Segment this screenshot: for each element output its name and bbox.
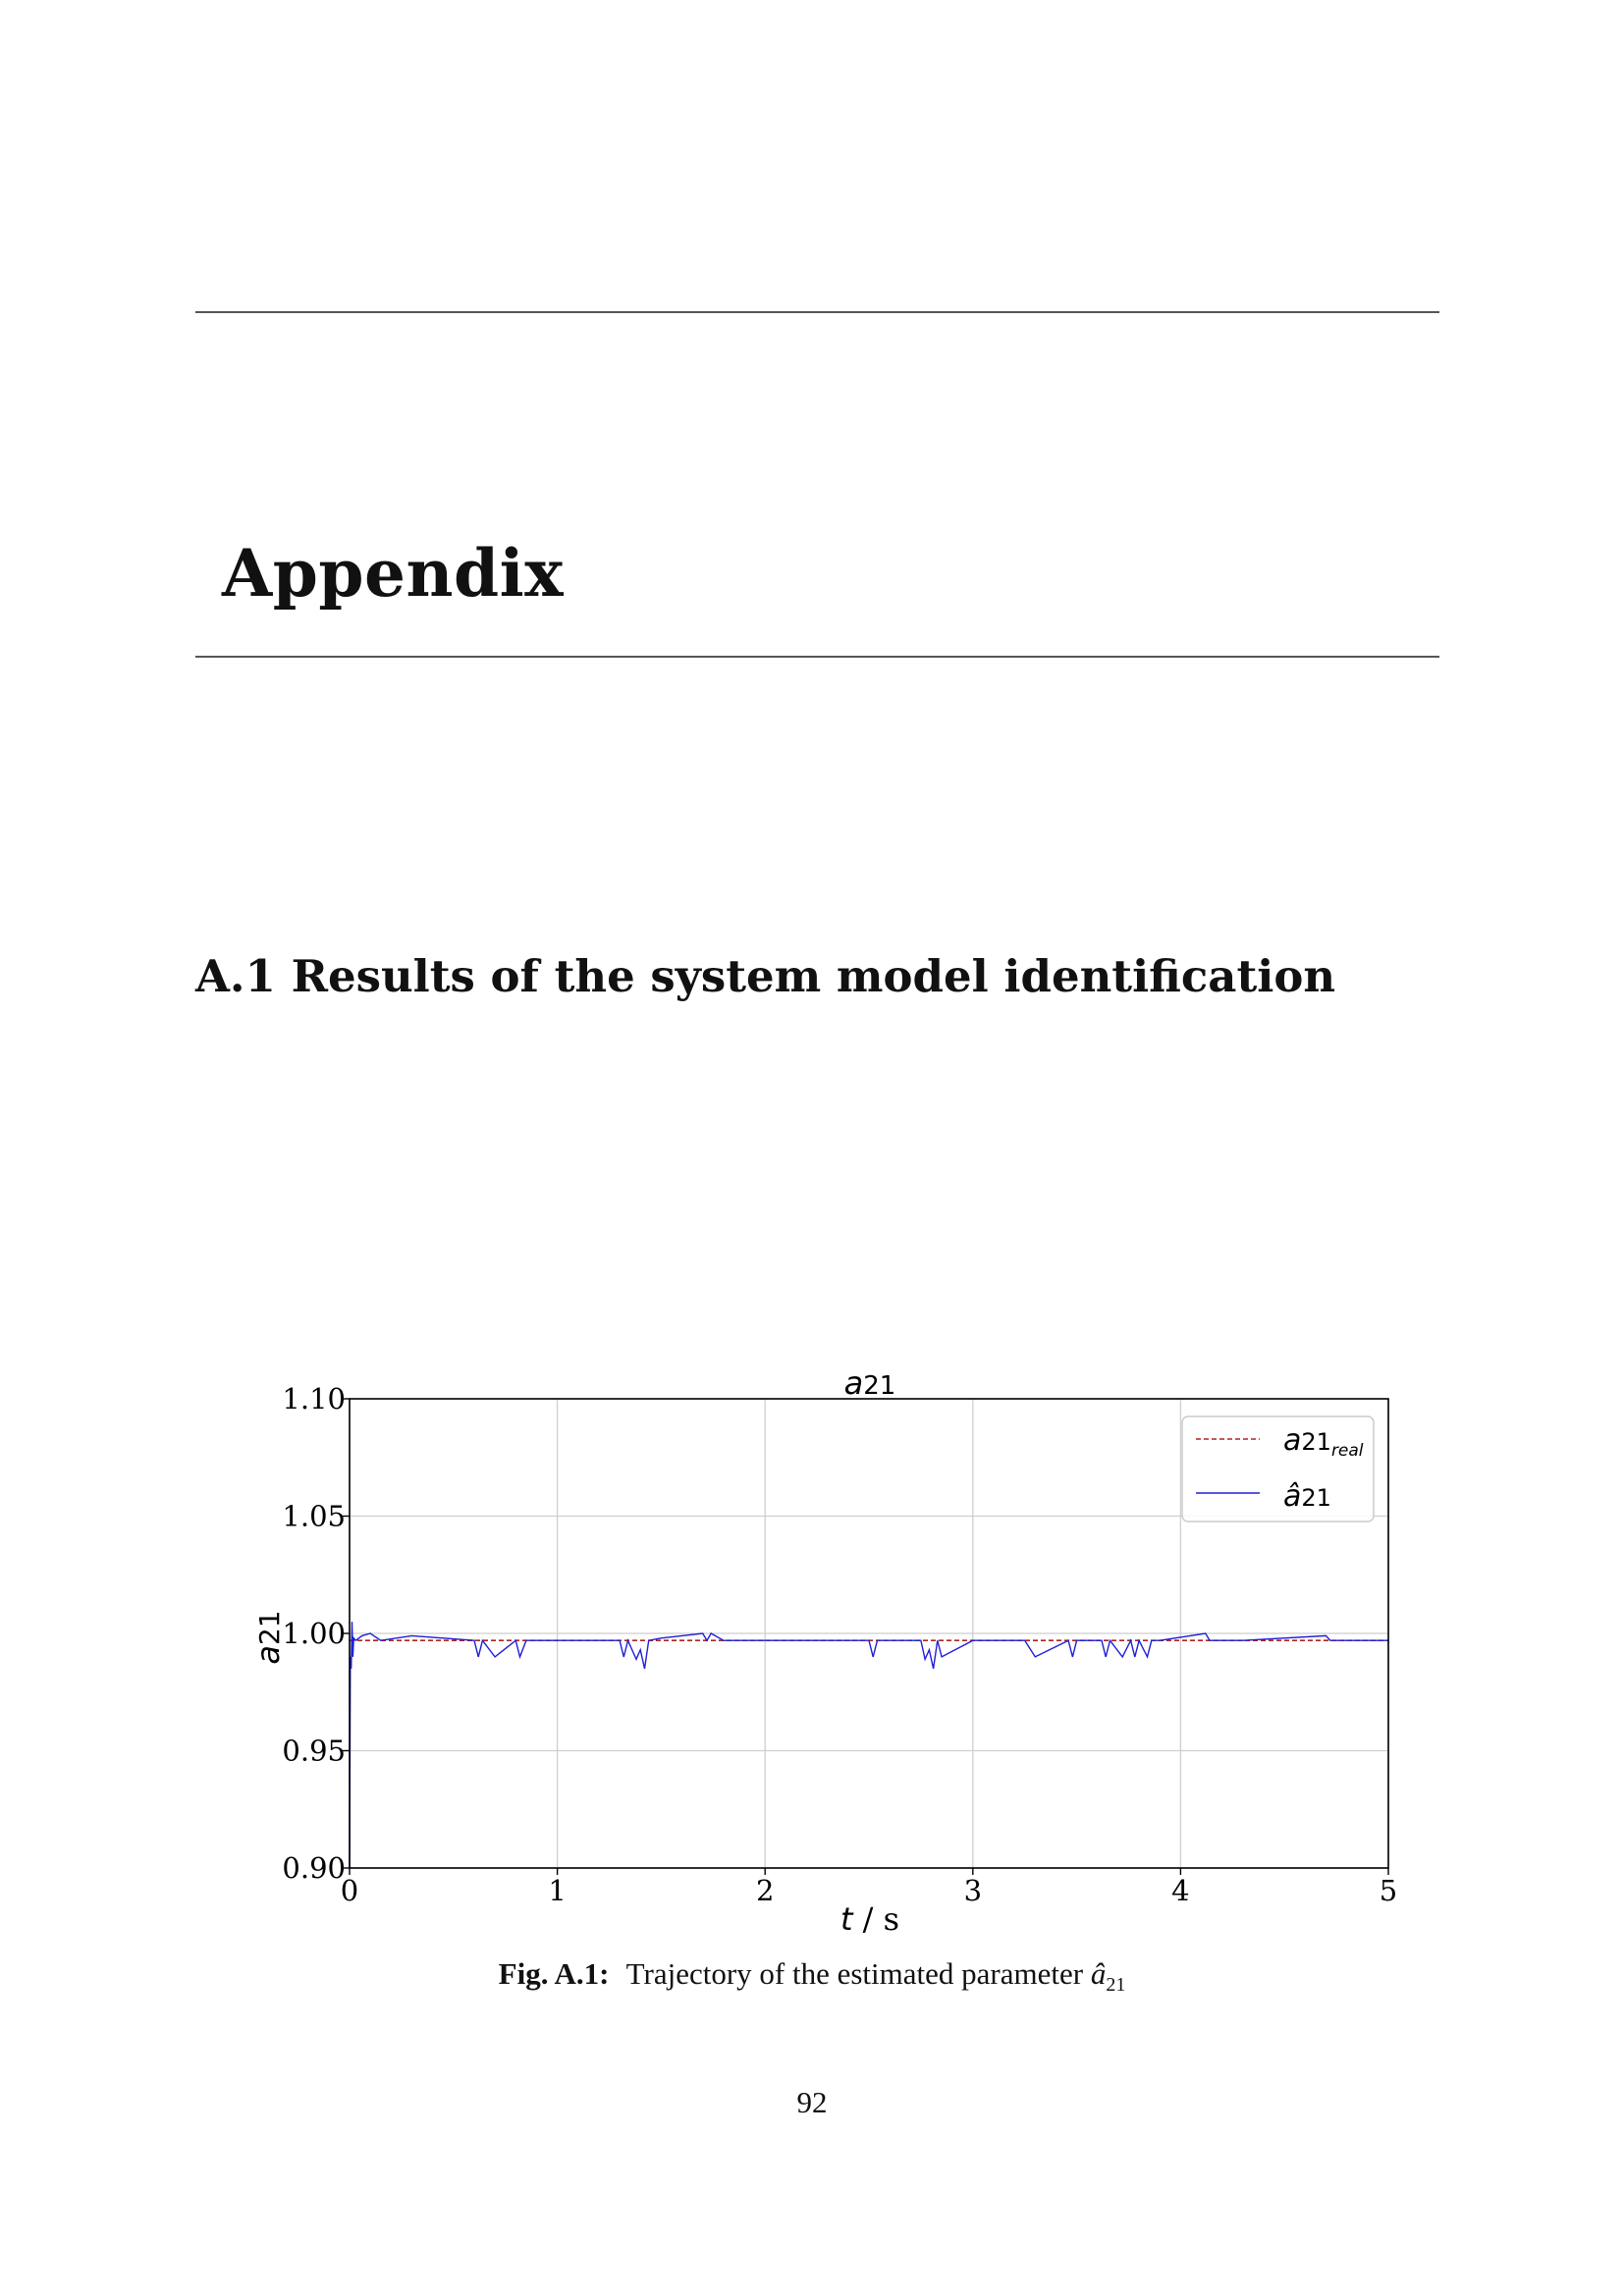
figure-caption [0,1956,1624,1997]
caption-symbol: â [1090,1956,1107,1991]
chapter-title: Appendix [222,535,565,612]
x-tick-label: 3 [963,1874,983,1907]
page-number: 92 [796,2085,828,2119]
series-estimate-line [350,1622,1388,1868]
y-tick-label: 0.95 [282,1734,346,1768]
y-tick-label: 1.00 [282,1617,346,1650]
chart-series [350,1622,1388,1868]
legend-box [1182,1416,1374,1522]
y-tick-label: 1.10 [282,1382,346,1415]
section-title: Results of the system model identification [291,950,1336,1002]
legend-real-label: $a21_{real}$ [1283,1423,1364,1461]
section-number: A.1 [195,950,276,1002]
y-tick-label: 1.05 [282,1499,346,1533]
x-tick-label: 5 [1379,1874,1398,1907]
x-tick-label: 0 [340,1874,359,1907]
caption-text: Trajectory of the estimated parameter [625,1956,1084,1991]
y-axis-label: a21 [249,1610,287,1665]
x-axis-label: t / s [839,1900,900,1938]
figure-label: Fig. A.1: [498,1956,610,1991]
x-tick-label: 2 [755,1874,775,1907]
legend-estimate-label: â21 [1283,1479,1331,1514]
chart-title: a21 [843,1364,896,1402]
x-tick-label: 4 [1171,1874,1190,1907]
y-tick-label: 0.90 [282,1851,346,1885]
caption-subscript: 21 [1106,1974,1126,1997]
x-tick-label: 1 [548,1874,567,1907]
